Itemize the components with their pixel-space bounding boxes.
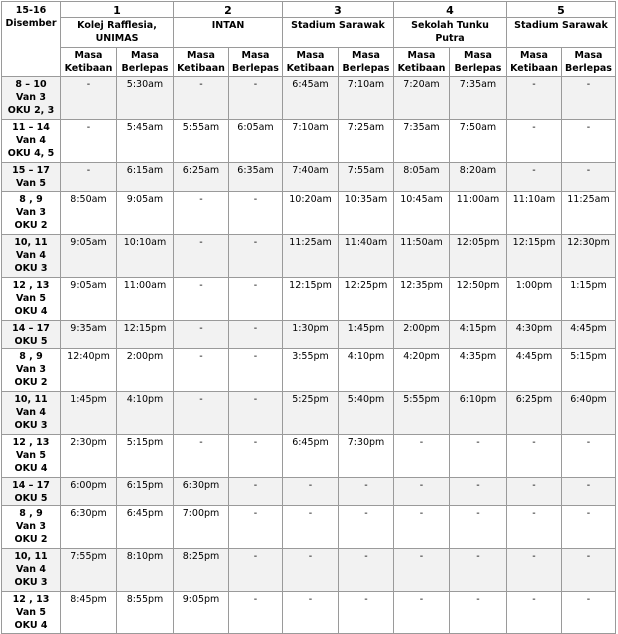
group-line: 12 , 13 [12,594,50,605]
group-line: Van 3 [16,521,46,532]
stop-number: 4 [394,2,507,18]
group-line: 14 – 17 [12,323,50,334]
arrival-time: 4:30pm [507,321,562,349]
depart-header: Masa Berlepas [339,48,394,77]
group-cell [2,278,61,321]
arrival-time: 11:50am [394,235,450,278]
departure-time: 6:15pm [117,478,174,506]
arrival-time: - [174,278,229,321]
group-line: OKU 5 [14,493,48,504]
arrival-time: - [394,506,450,549]
depart-header: Masa Berlepas [450,48,507,77]
arrival-time: 10:20am [283,192,339,235]
arrival-time: 7:20am [394,77,450,120]
group-line: OKU 4 [14,463,48,474]
schedule-row [2,235,616,278]
departure-time: 11:25am [562,192,616,235]
departure-time: 12:30pm [562,235,616,278]
departure-time: - [339,592,394,634]
arrival-time: - [394,478,450,506]
group-line: OKU 3 [14,420,48,431]
arrival-time: - [507,120,562,163]
group-line: 10, 11 [14,394,48,405]
arrival-time: - [61,77,117,120]
group-line: 8 , 9 [19,508,43,519]
group-line: OKU 5 [14,336,48,347]
departure-time: 11:40am [339,235,394,278]
arrival-time: 9:05am [61,235,117,278]
stop-name: Stadium Sarawak [507,18,616,48]
departure-time: 10:35am [339,192,394,235]
arrival-time: - [283,592,339,634]
stop-number: 5 [507,2,616,18]
departure-time: 7:30pm [339,435,394,478]
arrival-time: 2:30pm [61,435,117,478]
arrival-time: - [507,592,562,634]
departure-time: 7:55am [339,163,394,192]
departure-time: 8:10pm [117,549,174,592]
arrival-time: 2:00pm [394,321,450,349]
departure-time: 7:50am [450,120,507,163]
departure-time: 5:30am [117,77,174,120]
departure-time: 6:45pm [117,506,174,549]
arrival-time: 9:05am [61,278,117,321]
departure-time: 9:05am [117,192,174,235]
arrival-time: - [174,192,229,235]
group-line: 8 , 9 [19,351,43,362]
departure-time: 6:35am [229,163,283,192]
departure-time: - [450,435,507,478]
arrival-time: - [507,435,562,478]
group-cell [2,120,61,163]
schedule-table [1,1,616,634]
group-line: OKU 2, 3 [7,105,55,116]
arrive-header: Masa Ketibaan [283,48,339,77]
arrival-time: - [61,120,117,163]
group-line: 8 – 10 [15,79,47,90]
departure-time: - [229,278,283,321]
departure-time: 4:10pm [117,392,174,435]
arrival-time: 7:55pm [61,549,117,592]
departure-time: 12:25pm [339,278,394,321]
schedule-row [2,77,616,120]
departure-time: 5:45am [117,120,174,163]
group-line: Van 4 [16,135,46,146]
departure-time: 4:15pm [450,321,507,349]
departure-time: 6:15am [117,163,174,192]
departure-time: 6:40pm [562,392,616,435]
departure-time: 5:15pm [117,435,174,478]
depart-header: Masa Berlepas [562,48,616,77]
schedule-row [2,321,616,349]
arrival-time: 5:55am [174,120,229,163]
group-cell [2,549,61,592]
departure-time: 5:15pm [562,349,616,392]
arrival-time: - [174,349,229,392]
depart-header: Masa Berlepas [229,48,283,77]
group-line: Van 5 [16,178,46,189]
departure-time: - [562,120,616,163]
schedule-row [2,478,616,506]
date-header: 15-16 Disember [2,2,61,77]
arrival-time: 1:30pm [283,321,339,349]
schedule-row [2,278,616,321]
arrival-time: 7:10am [283,120,339,163]
departure-time: - [562,478,616,506]
departure-time: - [229,321,283,349]
departure-time: 6:10pm [450,392,507,435]
departure-time: 1:45pm [339,321,394,349]
departure-time: 7:25am [339,120,394,163]
arrive-header: Masa Ketibaan [394,48,450,77]
group-line: 14 – 17 [12,480,50,491]
arrival-time: - [507,506,562,549]
schedule-row [2,192,616,235]
group-line: Van 5 [16,450,46,461]
departure-time: 12:50pm [450,278,507,321]
group-line: OKU 2 [14,220,48,231]
arrival-time: - [174,321,229,349]
arrival-time: 6:25am [174,163,229,192]
departure-time: - [229,435,283,478]
schedule-row [2,592,616,634]
departure-time: 1:15pm [562,278,616,321]
arrival-time: - [283,506,339,549]
group-cell [2,392,61,435]
arrival-time: 11:10am [507,192,562,235]
departure-time: - [450,478,507,506]
arrival-time: 4:45pm [507,349,562,392]
arrival-time: - [174,435,229,478]
arrival-time: 11:25am [283,235,339,278]
stop-number: 2 [174,2,283,18]
departure-time: - [562,506,616,549]
departure-time: 5:40pm [339,392,394,435]
schedule-row [2,506,616,549]
departure-time: - [562,592,616,634]
departure-time: - [229,592,283,634]
stop-number: 3 [283,2,394,18]
departure-time: 12:15pm [117,321,174,349]
stop-name: Sekolah Tunku Putra [394,18,507,48]
arrive-header: Masa Ketibaan [61,48,117,77]
departure-time: 10:10am [117,235,174,278]
arrival-time: 6:45pm [283,435,339,478]
arrival-time: 1:00pm [507,278,562,321]
arrival-time: 5:25pm [283,392,339,435]
arrival-time: 6:30pm [174,478,229,506]
departure-time: 12:05pm [450,235,507,278]
group-cell [2,192,61,235]
arrival-time: - [394,592,450,634]
departure-time: 4:35pm [450,349,507,392]
group-cell [2,235,61,278]
group-line: 10, 11 [14,551,48,562]
group-line: Van 4 [16,250,46,261]
arrival-time: 7:35am [394,120,450,163]
arrival-time: - [507,77,562,120]
departure-time: - [562,163,616,192]
group-cell [2,321,61,349]
group-line: 8 , 9 [19,194,43,205]
arrival-time: 5:55pm [394,392,450,435]
departure-time: - [229,478,283,506]
schedule-row [2,349,616,392]
arrival-time: - [174,77,229,120]
depart-header: Masa Berlepas [117,48,174,77]
arrival-time: - [174,392,229,435]
schedule-row [2,120,616,163]
departure-time: 6:05am [229,120,283,163]
group-line: Van 3 [16,207,46,218]
departure-time: 4:45pm [562,321,616,349]
arrival-time: 6:30pm [61,506,117,549]
arrival-time: - [507,478,562,506]
arrival-time: 9:35am [61,321,117,349]
arrival-time: 8:45pm [61,592,117,634]
departure-time: - [229,392,283,435]
arrival-time: - [174,235,229,278]
group-line: 12 , 13 [12,437,50,448]
arrival-time: - [507,549,562,592]
group-line: OKU 2 [14,377,48,388]
group-cell [2,77,61,120]
group-line: 10, 11 [14,237,48,248]
departure-time: - [229,349,283,392]
arrival-time: 10:45am [394,192,450,235]
departure-time: 11:00am [117,278,174,321]
arrival-time: 7:40am [283,163,339,192]
group-cell [2,478,61,506]
arrival-time: - [507,163,562,192]
arrival-time: - [61,163,117,192]
departure-time: 2:00pm [117,349,174,392]
arrival-time: 12:15pm [507,235,562,278]
group-line: Van 4 [16,407,46,418]
departure-time: - [450,592,507,634]
group-line: OKU 4 [14,620,48,631]
group-cell [2,163,61,192]
group-line: Van 3 [16,364,46,375]
arrival-time: - [283,478,339,506]
departure-time: - [229,235,283,278]
arrival-time: 8:25pm [174,549,229,592]
arrival-time: - [283,549,339,592]
arrival-time: 1:45pm [61,392,117,435]
arrival-time: - [394,549,450,592]
arrival-time: 9:05pm [174,592,229,634]
group-line: Van 3 [16,92,46,103]
schedule-row [2,435,616,478]
departure-time: - [339,478,394,506]
arrival-time: 12:40pm [61,349,117,392]
arrival-time: 4:20pm [394,349,450,392]
schedule-row [2,549,616,592]
departure-time: 8:20am [450,163,507,192]
departure-time: - [562,435,616,478]
departure-time: 8:55pm [117,592,174,634]
departure-time: - [450,549,507,592]
arrival-time: 12:35pm [394,278,450,321]
departure-time: 4:10pm [339,349,394,392]
group-line: 11 – 14 [12,122,50,133]
group-cell [2,592,61,634]
departure-time: - [229,77,283,120]
departure-time: 7:10am [339,77,394,120]
arrival-time: 8:50am [61,192,117,235]
group-cell [2,506,61,549]
arrive-header: Masa Ketibaan [507,48,562,77]
group-line: OKU 3 [14,263,48,274]
departure-time: - [562,549,616,592]
group-cell [2,349,61,392]
group-line: Van 5 [16,607,46,618]
departure-time: 11:00am [450,192,507,235]
group-line: Van 4 [16,564,46,575]
schedule-row [2,163,616,192]
group-line: 15 – 17 [12,165,50,176]
departure-time: - [229,506,283,549]
departure-time: - [339,549,394,592]
arrival-time: 8:05am [394,163,450,192]
group-line: OKU 4 [14,306,48,317]
arrive-header: Masa Ketibaan [174,48,229,77]
group-line: 12 , 13 [12,280,50,291]
stop-name: Kolej Rafflesia, UNIMAS [61,18,174,48]
departure-time: - [450,506,507,549]
group-cell [2,435,61,478]
schedule-body [2,77,616,634]
departure-time: 7:35am [450,77,507,120]
arrival-time: 6:25pm [507,392,562,435]
stop-name: Stadium Sarawak [283,18,394,48]
arrival-time: 12:15pm [283,278,339,321]
departure-time: - [229,549,283,592]
arrival-time: 6:00pm [61,478,117,506]
group-line: OKU 2 [14,534,48,545]
group-line: Van 5 [16,293,46,304]
stop-name: INTAN [174,18,283,48]
departure-time: - [229,192,283,235]
arrival-time: 7:00pm [174,506,229,549]
arrival-time: 6:45am [283,77,339,120]
schedule-row [2,392,616,435]
group-line: OKU 4, 5 [7,148,55,159]
departure-time: - [339,506,394,549]
arrival-time: - [394,435,450,478]
stop-number: 1 [61,2,174,18]
group-line: OKU 3 [14,577,48,588]
arrival-time: 3:55pm [283,349,339,392]
departure-time: - [562,77,616,120]
